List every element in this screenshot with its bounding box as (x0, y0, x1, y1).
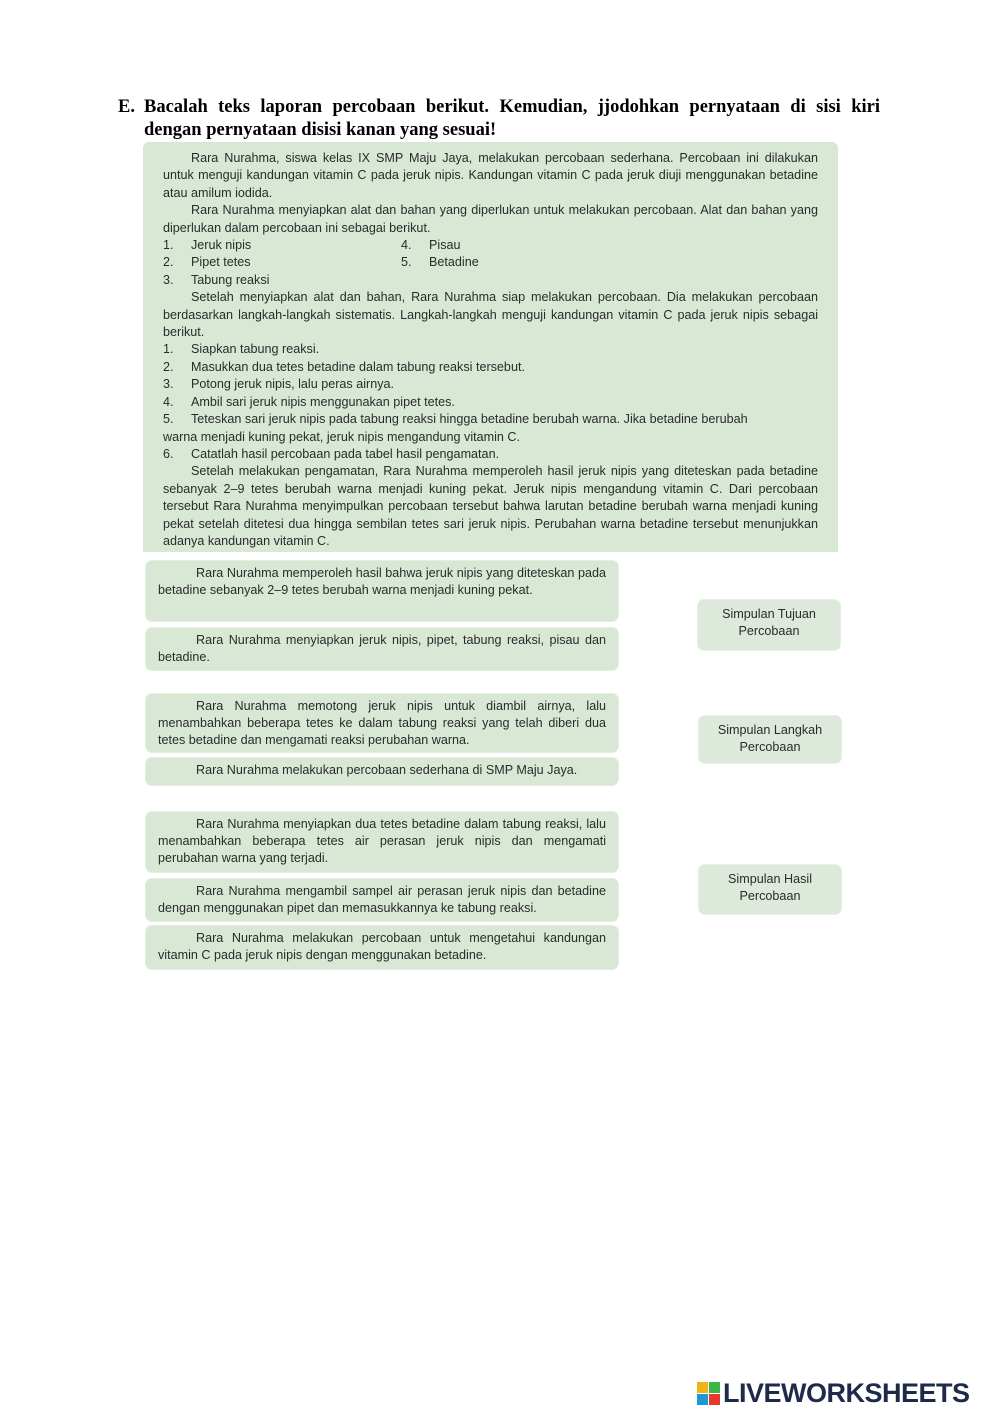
step-5-continuation: warna menjadi kuning pekat, jeruk nipis mengandung vitamin C. (163, 429, 521, 444)
logo-text: LIVEWORKSHEETS (723, 1377, 970, 1408)
statement-card-1[interactable]: Rara Nurahma memperoleh hasil bahwa jeruk nipis yang diteteskan pada betadine sebanyak 2–9 tetes berubah warna menjadi kuning pekat. (146, 561, 618, 621)
step-text: Siapkan tabung reaksi. (191, 342, 320, 357)
logo-square (709, 1394, 720, 1405)
step-item (163, 359, 818, 376)
step-number: 6. (163, 446, 174, 461)
material-number: 5. (401, 255, 412, 270)
step-text: Masukkan dua tetes betadine dalam tabung reaksi tersebut. (191, 359, 525, 374)
step-number: 4. (163, 394, 174, 409)
material-number: 1. (163, 238, 174, 253)
step-text: Catatlah hasil percobaan pada tabel hasil pengamatan. (191, 446, 500, 461)
statement-card-2[interactable]: Rara Nurahma menyiapkan jeruk nipis, pipet, tabung reaksi, pisau dan betadine. (146, 628, 618, 670)
instruction-label: E. (118, 97, 135, 117)
logo-square (709, 1382, 720, 1393)
logo-square (697, 1382, 708, 1393)
step-text: Ambil sari jeruk nipis menggunakan pipet tetes. (191, 394, 455, 409)
step-item (163, 376, 818, 393)
step-item (163, 341, 818, 358)
step-item (163, 411, 818, 428)
step-item (163, 394, 818, 411)
passage-paragraph-3: Setelah menyiapkan alat dan bahan, Rara Nurahma siap melakukan percobaan. Dia melakukan percobaan berdasarkan langkah-langkah sistematis. Langkah-langkah menguji kandungan vitamin C pada jeruk nipis sebagai berikut. (163, 290, 818, 340)
logo-square (697, 1394, 708, 1405)
liveworksheets-logo (697, 1378, 970, 1408)
materials-row-2 (163, 254, 818, 271)
step-text: Teteskan sari jeruk nipis pada tabung reaksi hingga betadine berubah warna. Jika betadine berubah (191, 412, 748, 427)
step-number: 3. (163, 377, 174, 392)
statement-card-7[interactable]: Rara Nurahma melakukan percobaan untuk mengetahui kandungan vitamin C pada jeruk nipis dengan menggunakan betadine. (146, 926, 618, 969)
report-passage (143, 142, 838, 552)
material-item: Pisau (429, 238, 461, 253)
statement-card-3[interactable]: Rara Nurahma memotong jeruk nipis untuk diambil airnya, lalu menambahkan beberapa tetes ke dalam tabung reaksi yang telah diberi dua tetes betadine dan mengamati reaksi perubahan warna. (146, 694, 618, 752)
material-number: 3. (163, 272, 174, 287)
statement-card-5[interactable]: Rara Nurahma menyiapkan dua tetes betadine dalam tabung reaksi, lalu menambahkan beberapa tetes air perasan jeruk nipis dan mengamati perubahan warna yang terjadi. (146, 812, 618, 872)
material-item: Tabung reaksi (191, 272, 270, 287)
step-text: Potong jeruk nipis, lalu peras airnya. (191, 377, 395, 392)
passage-paragraph-2: Rara Nurahma menyiapkan alat dan bahan yang diperlukan untuk melakukan percobaan. Alat dan bahan yang diperlukan dalam percobaan ini sebagai berikut. (163, 203, 818, 235)
material-number: 2. (163, 255, 174, 270)
step-item (163, 446, 818, 463)
passage-paragraph-4: Setelah melakukan pengamatan, Rara Nurahma memperoleh hasil jeruk nipis yang diteteskan pada betadine sebanyak 2–9 tetes berubah warna menjadi kuning pekat. Jeruk nipis mengandung vitamin C. Dari percobaan tersebut Rara Nurahma menyimpulkan percobaan tersebut bahwa larutan betadine berubah warna menjadi kuning pekat setelah ditetesi dua hingga sembilan tetes sari jeruk nipis. Perubahan warna betadine tersebut menunjukkan adanya kandungan vitamin C. (163, 464, 818, 548)
material-number: 4. (401, 238, 412, 253)
instruction-text: Bacalah teks laporan percobaan berikut. Kemudian, jjodohkan pernyataan di sisi kiri dengan pernyataan disisi kanan yang sesuai! (144, 97, 880, 140)
step-number: 2. (163, 359, 174, 374)
logo-icon (697, 1382, 720, 1405)
target-simpulan-langkah[interactable]: Simpulan Langkah Percobaan (699, 716, 841, 763)
statement-card-6[interactable]: Rara Nurahma mengambil sampel air perasan jeruk nipis dan betadine dengan menggunakan pipet dan memasukkannya ke tabung reaksi. (146, 879, 618, 921)
materials-row-3 (163, 272, 818, 289)
step-number: 1. (163, 342, 174, 357)
material-item: Jeruk nipis (191, 238, 252, 253)
step-number: 5. (163, 412, 174, 427)
material-item: Betadine (429, 255, 479, 270)
target-simpulan-tujuan[interactable]: Simpulan Tujuan Percobaan (698, 600, 840, 650)
materials-row-1 (163, 237, 818, 254)
statement-card-4[interactable]: Rara Nurahma melakukan percobaan sederhana di SMP Maju Jaya. (146, 758, 618, 785)
material-item: Pipet tetes (191, 255, 251, 270)
instruction (118, 96, 880, 142)
passage-paragraph-1: Rara Nurahma, siswa kelas IX SMP Maju Jaya, melakukan percobaan sederhana. Percobaan ini dilakukan untuk menguji kandungan vitamin C pada jeruk nipis. Kandungan vitamin C pada jeruk diuji menggunakan betadine atau amilum iodida. (163, 151, 818, 200)
target-simpulan-hasil[interactable]: Simpulan Hasil Percobaan (699, 865, 841, 914)
